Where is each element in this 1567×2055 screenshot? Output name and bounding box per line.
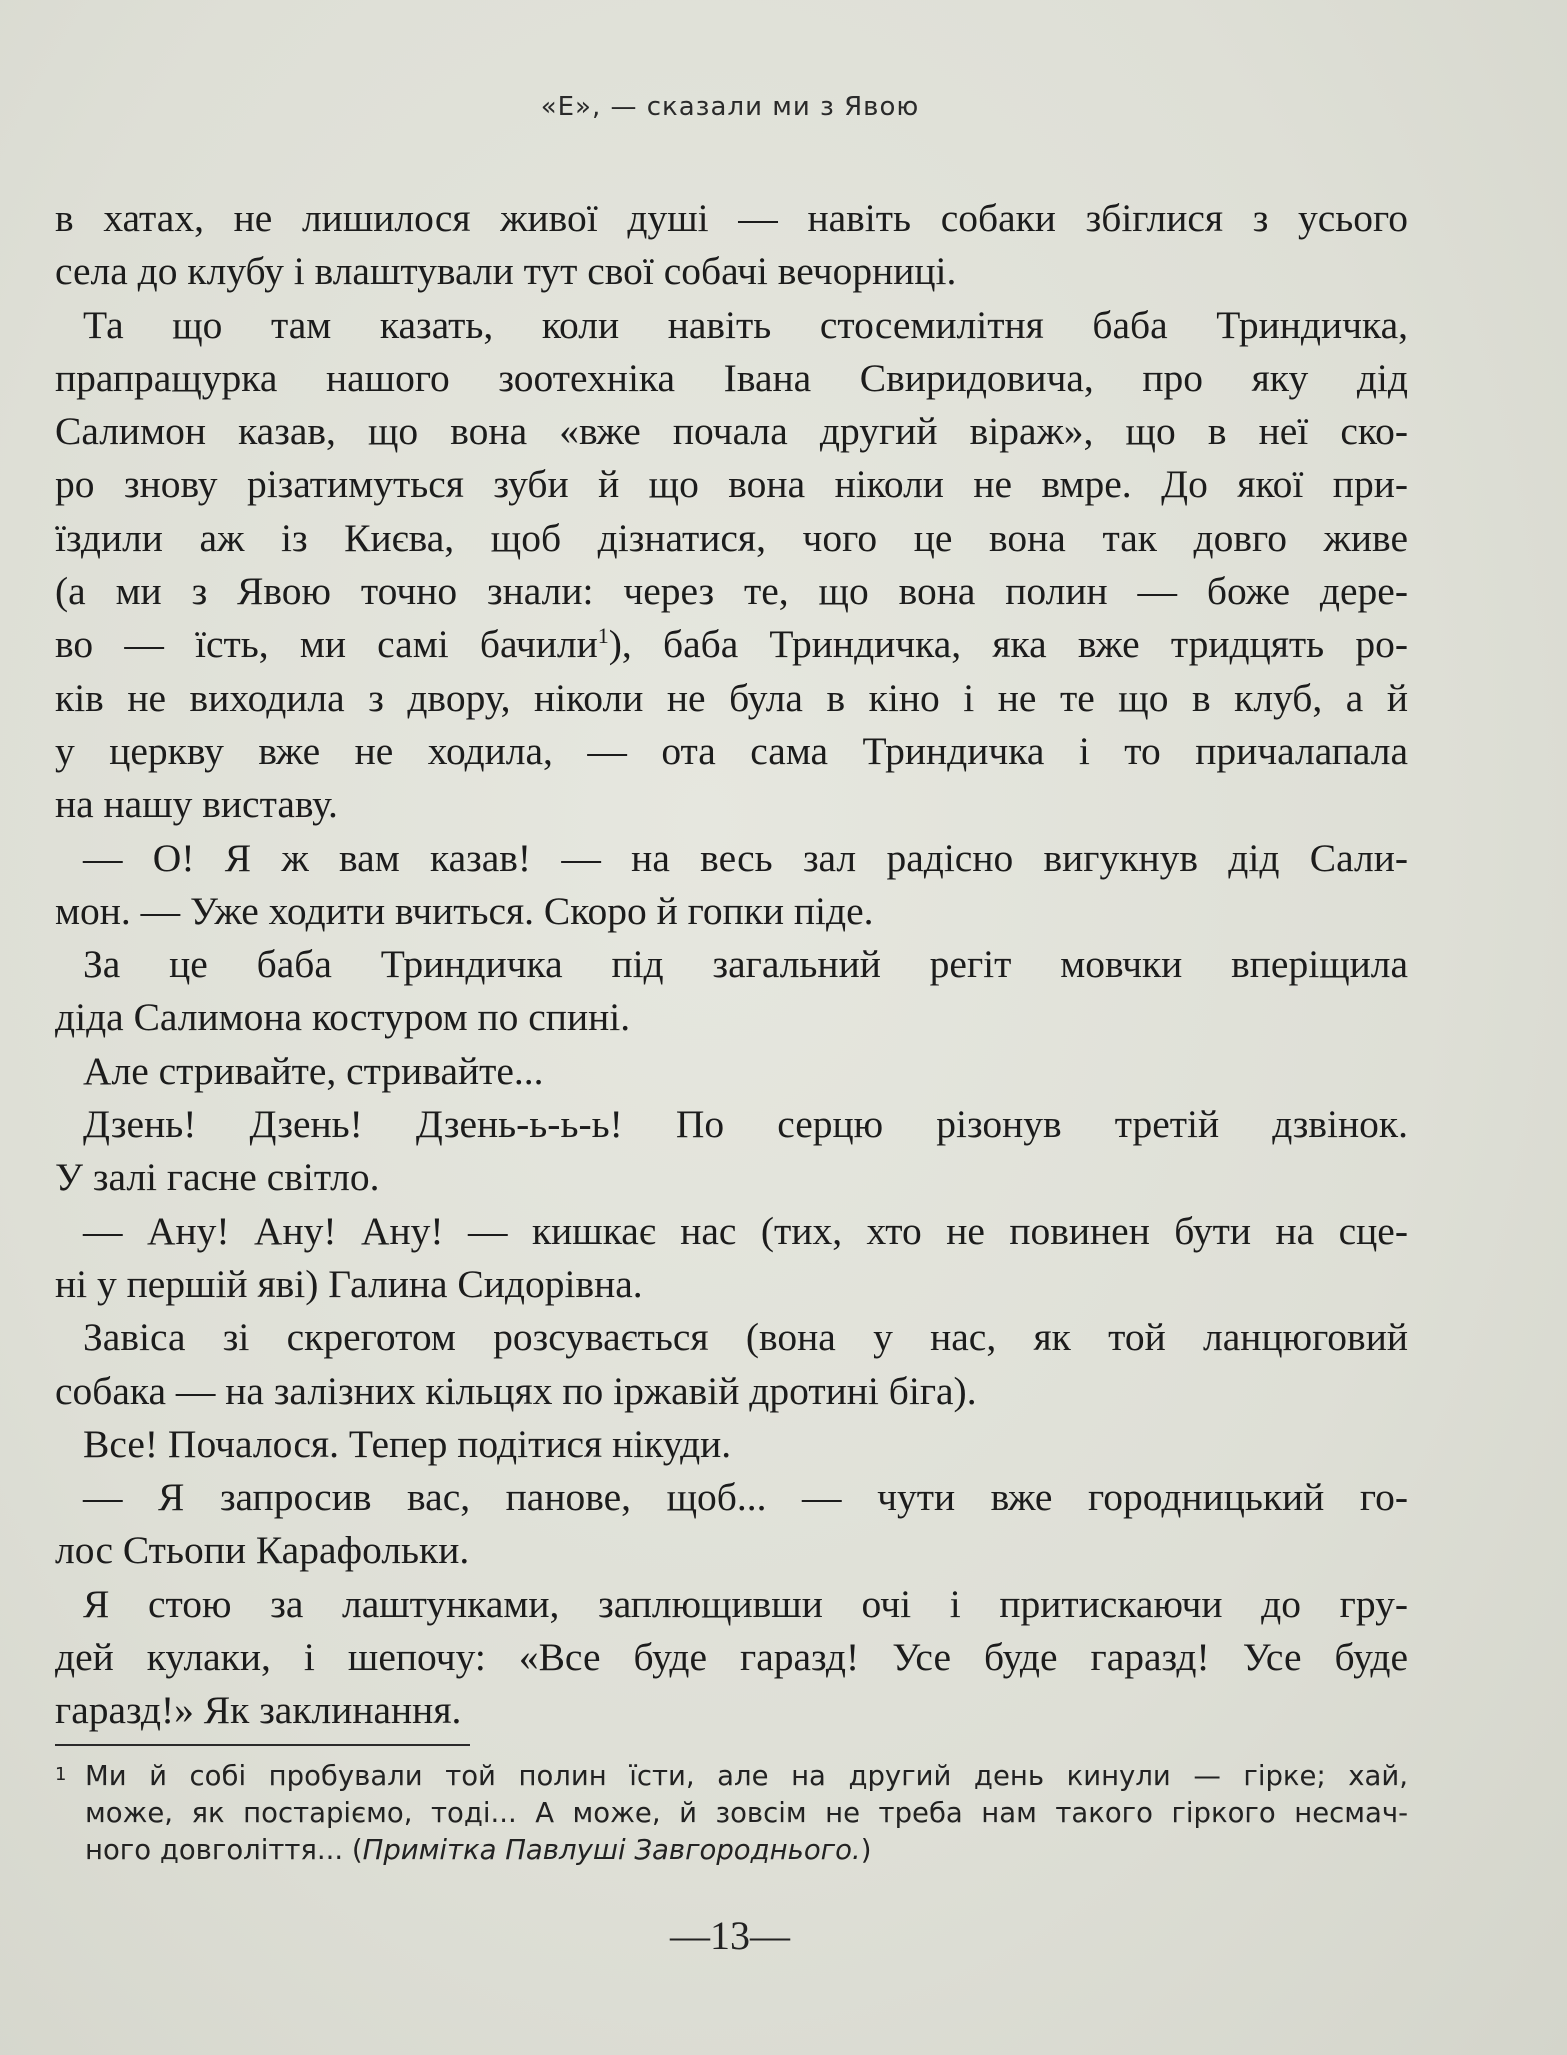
text-line: У залі гасне світло.	[55, 1155, 380, 1200]
text-line: ні у першій яві) Галина Сидорівна.	[55, 1261, 643, 1306]
text-line: їздили аж із Києва, щоб дізнатися, чого це вона так довго живе	[55, 515, 1408, 560]
page-number: —13—	[670, 1913, 790, 1958]
footnote-text: )	[860, 1834, 872, 1866]
text-line: Завіса зі скреготом розсувається (вона у нас, як той ланцюговий	[83, 1315, 1408, 1360]
body-text	[55, 192, 1408, 1738]
text-line: села до клубу і влаштували тут свої собачі вечорниці.	[55, 249, 957, 294]
running-head: «Е», — сказали ми з Явою	[540, 92, 920, 122]
text-line: дей кулаки, і шепочу: «Все буде гаразд! Усе буде гаразд! Усе буде	[55, 1635, 1408, 1680]
text-line: ро знову різатимуться зуби й що вона ніколи не вмре. До якої при-	[55, 462, 1408, 507]
footnote-number: 1	[55, 1764, 67, 1785]
footnote-attribution: Примітка Павлуші Завгороднього.	[362, 1834, 861, 1866]
text-line: Дзень! Дзень! Дзень-ь-ь-ь! По серцю різонув третій дзвінок.	[83, 1102, 1408, 1147]
text-line: (а ми з Явою точно знали: через те, що вона полин — боже дере-	[55, 569, 1408, 614]
text-line: прапращурка нашого зоотехніка Івана Свиридовича, про яку дід	[55, 355, 1408, 400]
text-line: — Ану! Ану! Ану! — кишкає нас (тих, хто не повинен бути на сце-	[83, 1208, 1408, 1253]
text-line: Та що там казать, коли навіть стосемилітня баба Триндичка,	[83, 302, 1408, 347]
footnote-line: Ми й собі пробували той полин їсти, але на другий день кинули — гірке; хай,	[85, 1760, 1408, 1792]
text-line-with-footnote	[55, 618, 1408, 671]
text-line: на нашу виставу.	[55, 782, 338, 827]
footnote-separator	[55, 1744, 470, 1746]
text-line: — Я запросив вас, панове, щоб... — чути вже городницький го-	[83, 1475, 1408, 1520]
text-line: собака — на залізних кільцях по іржавій дротині біга).	[55, 1368, 977, 1413]
text-fragment: во — їсть, ми самі бачили	[55, 622, 598, 667]
text-line: Все! Почалося. Тепер подітися нікуди.	[83, 1421, 732, 1466]
text-line: гаразд!» Як заклинання.	[55, 1688, 462, 1733]
text-line: За це баба Триндичка під загальний регіт мовчки вперіщила	[83, 942, 1408, 987]
footnote-text: ного довголіття... (	[85, 1834, 363, 1866]
footnote-marker: 1	[597, 623, 609, 649]
footnote-line	[55, 1832, 1408, 1869]
text-line: діда Салимона костуром по спині.	[55, 995, 631, 1040]
text-line: лос Стьопи Карафольки.	[55, 1528, 470, 1573]
footnote-line: може, як постаріємо, тоді... А може, й зовсім не треба нам такого гіркого несмач-	[85, 1797, 1408, 1829]
text-fragment: ), баба Триндичка, яка вже тридцять ро-	[608, 622, 1408, 667]
text-line: мон. — Уже ходити вчиться. Скоро й гопки піде.	[55, 888, 874, 933]
text-line: у церкву вже не ходила, — ота сама Триндичка і то причалапала	[55, 728, 1408, 773]
footnote	[55, 1758, 1408, 1869]
text-line: ків не виходила з двору, ніколи не була в кіно і не те що в клуб, а й	[55, 675, 1408, 720]
text-line: — О! Я ж вам казав! — на весь зал радісно вигукнув дід Сали-	[83, 835, 1408, 880]
text-line: Але стривайте, стривайте...	[83, 1048, 544, 1093]
text-line: Я стою за лаштунками, заплющивши очі і притискаючи до гру-	[83, 1581, 1408, 1626]
text-line: в хатах, не лишилося живої душі — навіть собаки збіглися з усього	[55, 196, 1408, 240]
text-line: Салимон казав, що вона «вже почала другий віраж», що в неї ско-	[55, 409, 1408, 454]
